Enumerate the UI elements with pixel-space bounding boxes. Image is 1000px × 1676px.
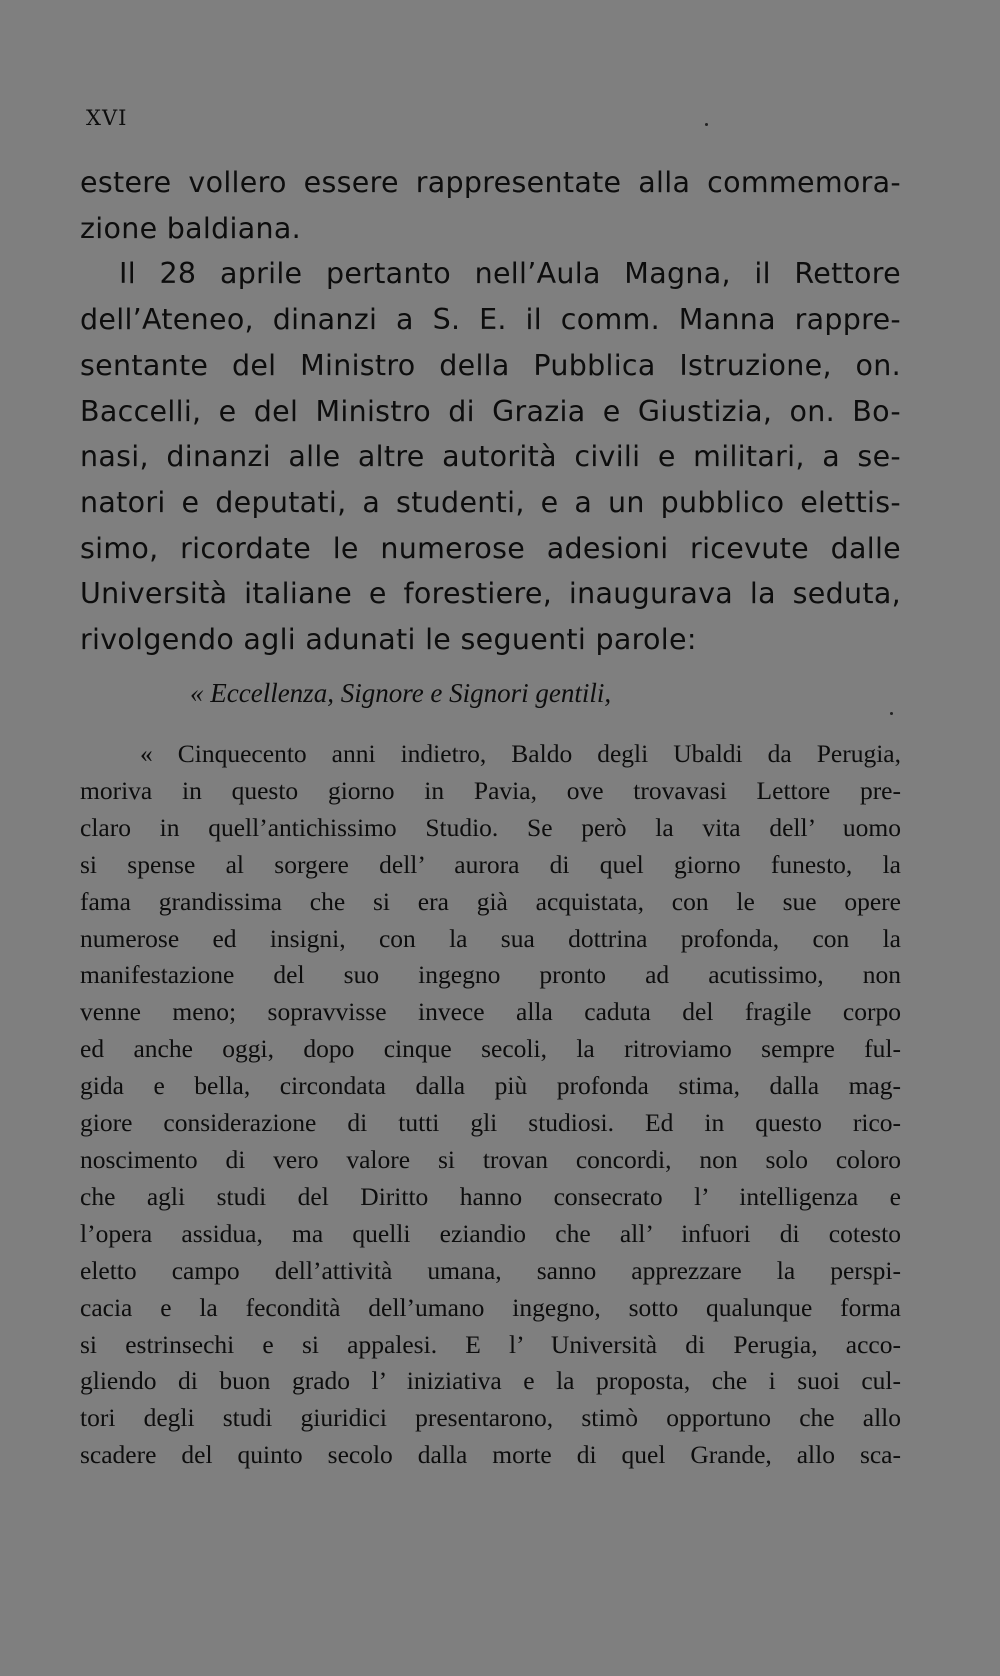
text-line: natori e deputati, a studenti, e a un pubblico elettis- <box>80 485 901 519</box>
text-line: claro in quell’antichissimo Studio. Se però la vita dell’ uomo <box>80 812 901 842</box>
intro-paragraph <box>80 160 901 663</box>
text-line: che agli studi del Diritto hanno consecrato l’ intelligenza e <box>80 1181 901 1211</box>
ink-speck <box>890 712 893 715</box>
text-line: eletto campo dell’attività umana, sanno apprezzare la perspi- <box>80 1255 901 1285</box>
text-line: Il 28 aprile pertanto nell’Aula Magna, il Rettore <box>119 257 901 291</box>
ink-speck <box>705 123 708 126</box>
speech-paragraph <box>80 736 901 1474</box>
text-line: Università italiane e forestiere, inaugurava la seduta, <box>80 577 901 611</box>
text-line: « Cinquecento anni indietro, Baldo degli Ubaldi da Perugia, <box>140 739 901 768</box>
page-number: XVI <box>86 106 128 130</box>
text-line: si estrinsechi e si appalesi. E l’ Università di Perugia, acco- <box>80 1329 901 1359</box>
text-line: l’opera assidua, ma quelli eziandio che all’ infuori di cotesto <box>80 1218 901 1248</box>
text-line: numerose ed insigni, con la sua dottrina profonda, con la <box>80 923 901 953</box>
text-line: fama grandissima che si era già acquistata, con le sue opere <box>80 886 901 916</box>
text-line: manifestazione del suo ingegno pronto ad acutissimo, non <box>80 960 901 990</box>
text-line: ed anche oggi, dopo cinque secoli, la ritroviamo sempre ful- <box>80 1034 901 1064</box>
text-line: scadere del quinto secolo dalla morte di quel Grande, allo sca- <box>80 1440 901 1470</box>
text-line: gida e bella, circondata dalla più profonda stima, dalla mag- <box>80 1071 901 1101</box>
text-line: tori degli studi giuridici presentarono, stimò opportuno che allo <box>80 1403 901 1433</box>
text-line: moriva in questo giorno in Pavia, ove trovavasi Lettore pre- <box>80 775 901 805</box>
text-line: sentante del Ministro della Pubblica Istruzione, on. <box>80 348 901 382</box>
text-line: zione baldiana. <box>80 211 302 245</box>
text-line: si spense al sorgere dell’ aurora di quel giorno funesto, la <box>80 849 901 879</box>
text-line: estere vollero essere rappresentate alla commemora- <box>80 166 901 199</box>
text-line: rivolgendo agli adunati le seguenti parole: <box>80 623 697 657</box>
text-line: Baccelli, e del Ministro di Grazia e Giustizia, on. Bo- <box>80 394 901 428</box>
text-line: cacia e la fecondità dell’umano ingegno, sotto qualunque forma <box>80 1292 901 1322</box>
text-line: dell’Ateneo, dinanzi a S. E. il comm. Manna rappre- <box>80 303 901 337</box>
text-line: gliendo di buon grado l’ iniziativa e la proposta, che i suoi cul- <box>80 1366 901 1396</box>
text-line: simo, ricordate le numerose adesioni ricevute dalle <box>80 531 901 565</box>
text-line: noscimento di vero valore si trovan concordi, non solo coloro <box>80 1144 901 1174</box>
text-line: nasi, dinanzi alle altre autorità civili e militari, a se- <box>80 440 901 474</box>
text-line: giore considerazione di tutti gli studiosi. Ed in questo rico- <box>80 1108 901 1138</box>
speech-salutation: « Eccellenza, Signore e Signori gentili, <box>190 678 612 708</box>
text-line: venne meno; sopravvisse invece alla caduta del fragile corpo <box>80 997 901 1027</box>
